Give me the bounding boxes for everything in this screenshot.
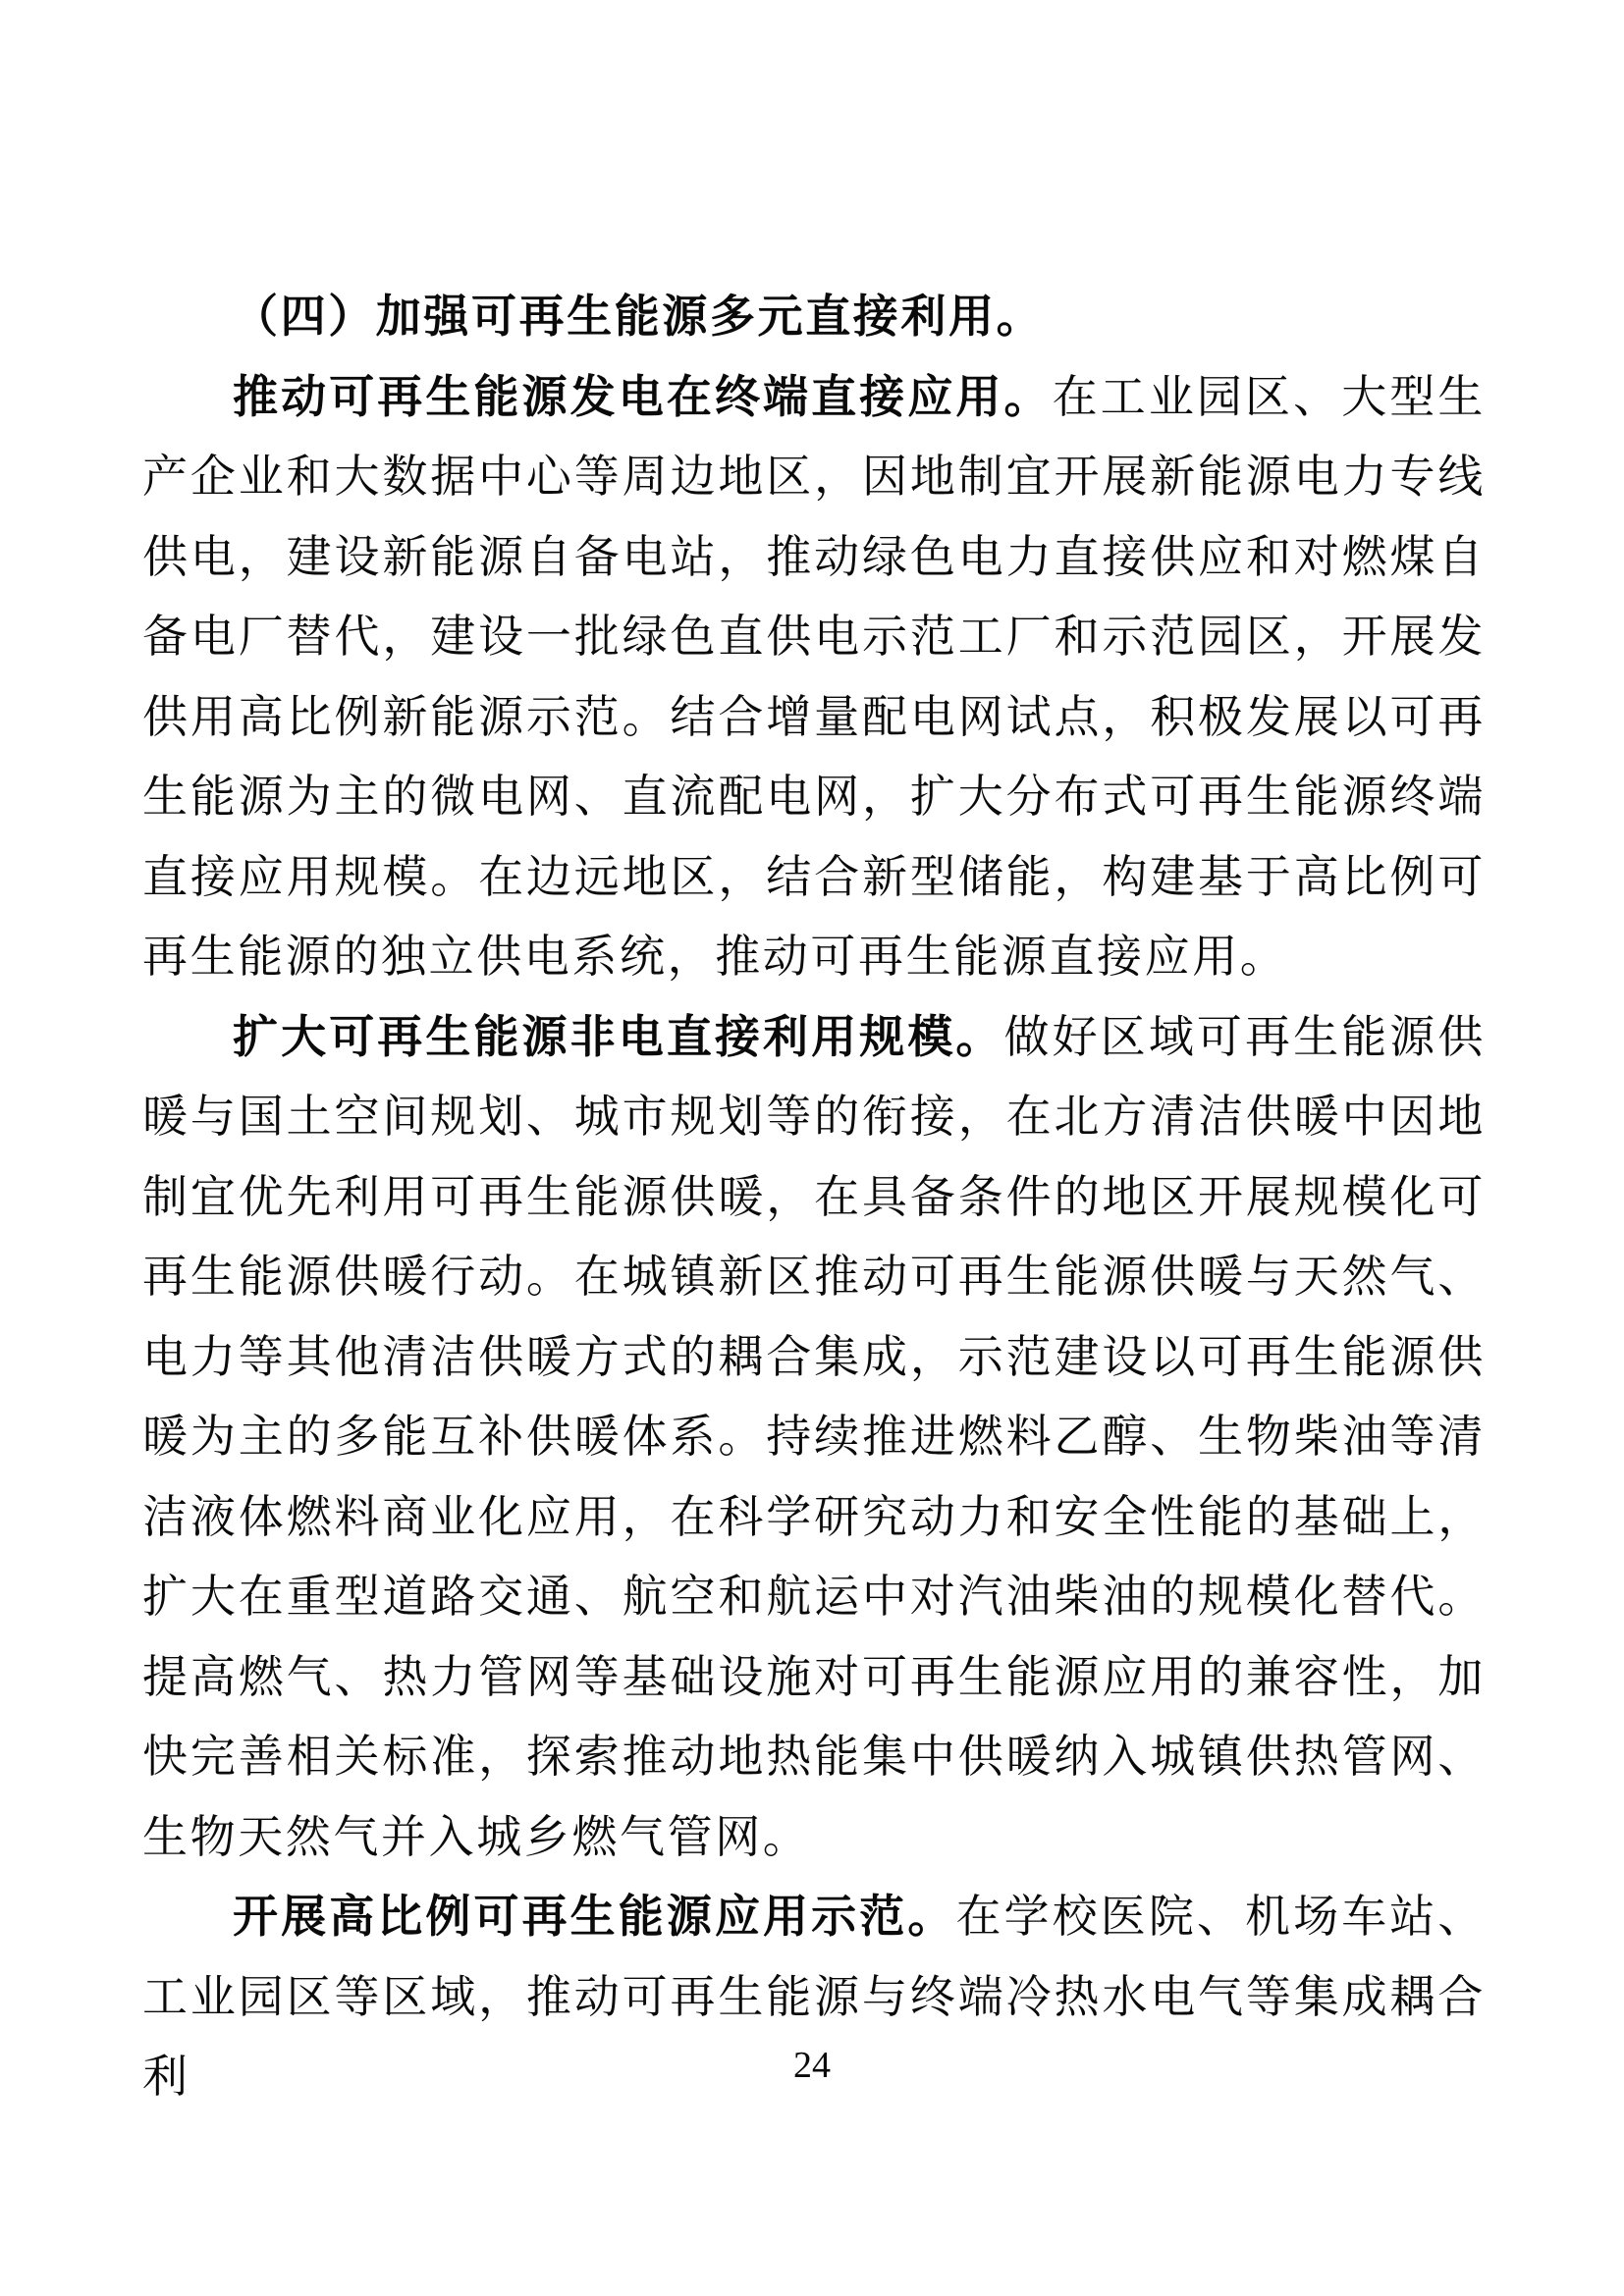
- paragraph-1: [142, 357, 1486, 997]
- paragraph-3-lead: 开展高比例可再生能源应用示范。: [233, 1892, 956, 1942]
- paragraph-1-lead: 推动可再生能源发电在终端直接应用。: [233, 371, 1053, 422]
- paragraph-2-body: 做好区域可再生能源供暖与国土空间规划、城市规划等的衔接，在北方清洁供暖中因地制宜优先利用可再生能源供暖，在具备条件的地区开展规模化可再生能源供暖行动。在城镇新区推动可再生能源供暖与天然气、电力等其他清洁供暖方式的耦合集成，示范建设以可再生能源供暖为主的多能互补供暖体系。持续推进燃料乙醇、生物柴油等清洁液体燃料商业化应用，在科学研究动力和安全性能的基础上，扩大在重型道路交通、航空和航运中对汽油柴油的规模化替代。提高燃气、热力管网等基础设施对可再生能源应用的兼容性，加快完善相关标准，探索推动地热能集中供暖纳入城镇供热管网、生物天然气并入城乡燃气管网。: [142, 1011, 1486, 1862]
- paragraph-2-lead: 扩大可再生能源非电直接利用规模。: [233, 1011, 1004, 1062]
- paragraph-1-body: 在工业园区、大型生产企业和大数据中心等周边地区，因地制宜开展新能源电力专线供电，建设新能源自备电站，推动绿色电力直接供应和对燃煤自备电厂替代，建设一批绿色直供电示范工厂和示范园区，开展发供用高比例新能源示范。结合增量配电网试点，积极发展以可再生能源为主的微电网、直流配电网，扩大分布式可再生能源终端直接应用规模。在边远地区，结合新型储能，构建基于高比例可再生能源的独立供电系统，推动可再生能源直接应用。: [142, 371, 1487, 982]
- page-content: [142, 277, 1486, 2117]
- page-number: 24: [793, 2045, 831, 2086]
- paragraph-3-body: 在学校医院、机场车站、工业园区等区域，推动可再生能源与终端冷热水电气等集成耦合利: [142, 1892, 1486, 2102]
- section-heading: （四）加强可再生能源多元直接利用。: [233, 292, 1045, 342]
- paragraph-2: [142, 997, 1486, 1878]
